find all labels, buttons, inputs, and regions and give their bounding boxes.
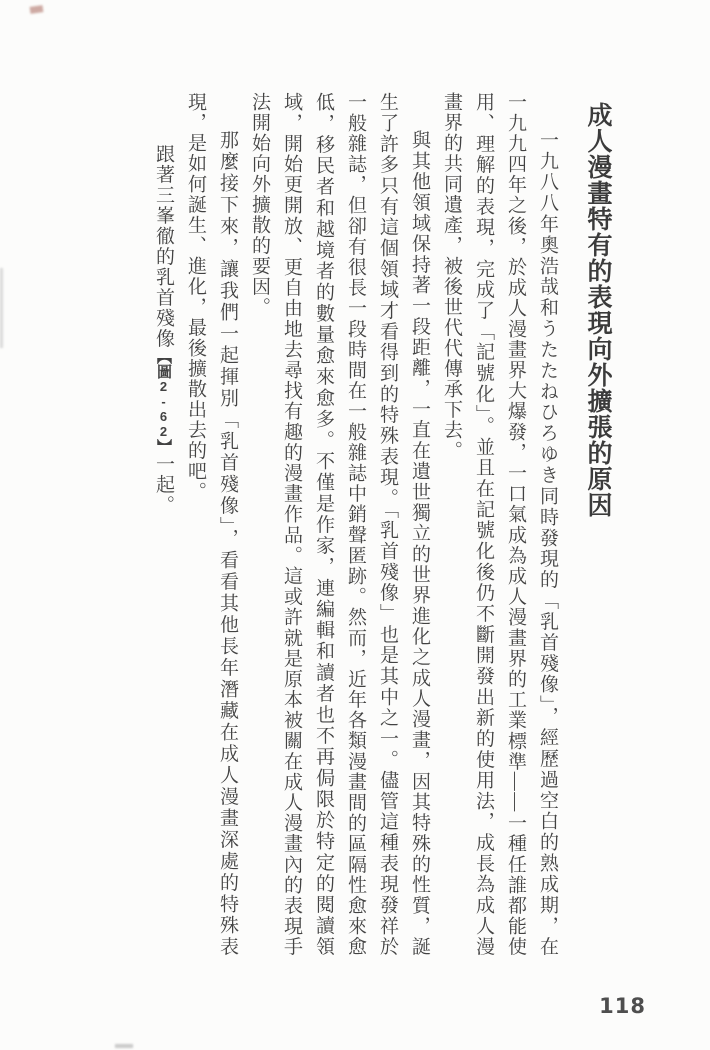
page-number: 118 xyxy=(599,994,646,1018)
scan-artifact-top-left xyxy=(30,5,44,14)
figure-reference-close-bracket: 】 xyxy=(155,439,172,454)
scan-artifact-left-edge xyxy=(0,268,3,348)
figure-reference-open-bracket: 【圖 xyxy=(155,349,172,379)
chapter-title: 成人漫畫特有的表現向外擴張的原因 xyxy=(584,102,612,518)
scan-artifact-bottom xyxy=(115,1044,133,1048)
paragraph-4-text-end: 一起。 xyxy=(153,454,174,516)
paragraph-3: 那麼接下來，讓我們一起揮別「乳首殘像」，看看其他長年潛藏在成人漫畫深處的特殊表現，是如何誕生、進化，最後擴散出去的吧。 xyxy=(185,92,238,957)
figure-reference xyxy=(155,349,172,454)
body-text xyxy=(147,92,563,957)
figure-reference-number: 2-62 xyxy=(156,379,171,439)
paragraph-4 xyxy=(147,92,179,957)
paragraph-4-text: 跟著三峯徹的乳首殘像 xyxy=(153,144,174,349)
paragraph-1: 一九八八年奧浩哉和うたたねひろゆき同時發現的「乳首殘像」，經歷過空白的熟成期，在一九九四年之後，於成人漫畫界大爆發，一口氣成為成人漫畫界的工業標準——一種任誰都能使用、理解的表現，完成了「記號化」。並且在記號化後仍不斷開發出新的使用法，成長為成人漫畫界的共同遺產，被後世代代傳承下去。 xyxy=(441,92,558,957)
paragraph-2: 與其他領域保持著一段距離，一直在遺世獨立的世界進化之成人漫畫，因其特殊的性質，誕生了許多只有這個領域才看得到的特殊表現。「乳首殘像」也是其中之一。儘管這種表現發祥於一般雜誌，但卻有很長一段時間在一般雜誌中銷聲匿跡。然而，近年各類漫畫間的區隔性愈來愈低，移民者和越境者的數量愈來愈多。不僅是作家，連編輯和讀者也不再侷限於特定的閱讀領域，開始更開放、更自由地去尋找有趣的漫畫作品。這或許就是原本被關在成人漫畫內的表現手法開始向外擴散的要因。 xyxy=(249,92,430,957)
